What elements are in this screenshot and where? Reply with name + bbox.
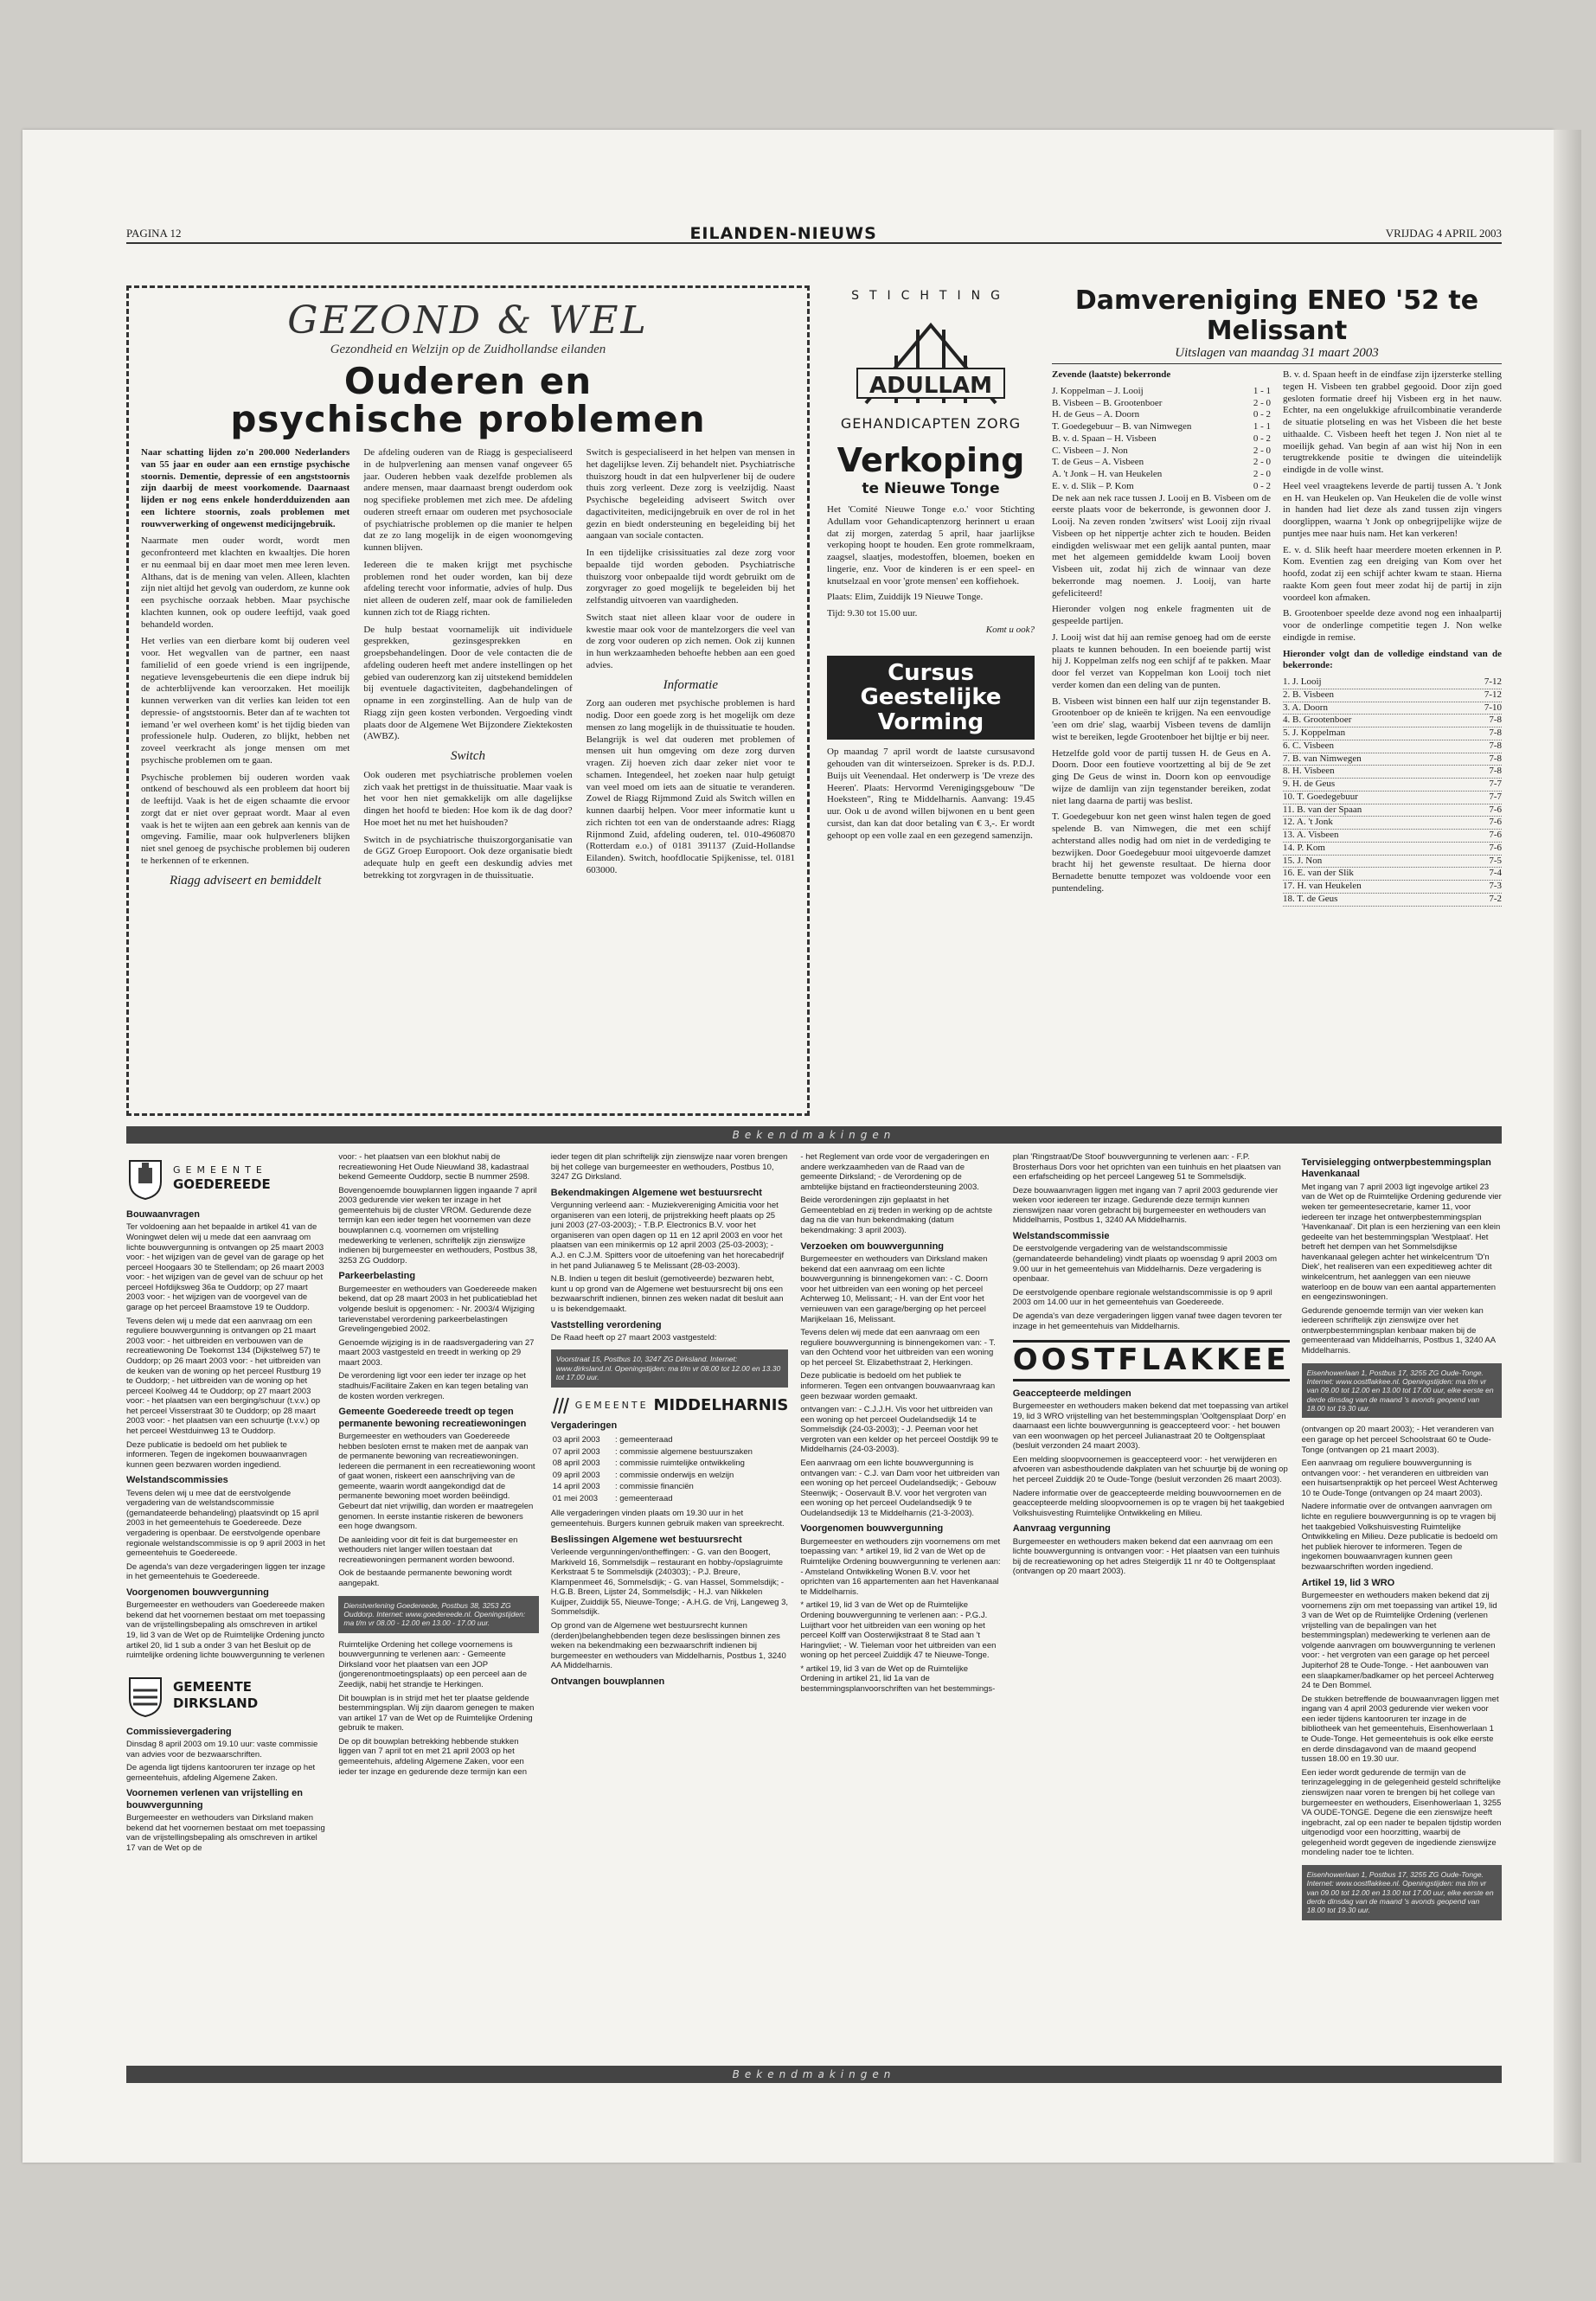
gezond-wel-article	[126, 285, 810, 1116]
municipality-label: GEMEENTE	[574, 1399, 649, 1411]
result-row: H. de Geus – A. Doorn 0 - 2	[1052, 409, 1271, 420]
standings-row: 6. C. Visbeen 7-8	[1283, 740, 1502, 753]
section-heading: Vaststelling verordening	[550, 1319, 662, 1330]
result-row: B. v. d. Spaan – H. Visbeen 0 - 2	[1052, 433, 1271, 444]
section-heading: Parkeerbelasting	[338, 1271, 416, 1282]
signature: Komt u ook?	[985, 624, 1035, 635]
dam-headline: Damvereniging ENEO '52 te Melissant	[1074, 285, 1479, 346]
municipality-name: MIDDELHARNIS	[653, 1395, 789, 1414]
paragraph: Nadere informatie over de ontvangen aanvragen om lichte en reguliere bouwvergunning is op te vragen bij het taakgebied Volkshuisvesting Ruimtelijke Ontwikkeling en Milieu. Deze publicatie is bedoeld om het publiek hierover te informeren. Tegen de ingekomen bouwaanvragen kunnen geen bezwaarschriften worden ingediend.	[1301, 1502, 1498, 1572]
issue-date: VRIJDAG 4 APRIL 2003	[1385, 227, 1502, 240]
paragraph: Ook de bestaande permanente bewoning wordt aangepakt.	[338, 1568, 512, 1589]
paragraph: De op dit bouwplan betrekking hebbende stukken liggen van 7 april tot en met 21 april 2003 op het gemeentehuis, afdeling Algemene Zaken, voor een ieder ter inzage en gedurende deze termijn kan een	[338, 1736, 527, 1777]
headline-line-2: psychische problemen	[230, 398, 706, 441]
standings-title: Hieronder volgt dan de volledige eindstand van de bekerronde:	[1283, 648, 1502, 671]
paragraph: De afdeling ouderen van de Riagg is gespecialiseerd in de hulpverlening aan mensen vanaf ongeveer 65 jaar. Ouderen hebben vaak dezelfde problemen als andere mensen, maar daarnaast brengt ouderdom ook nog specifieke problemen met zich mee. De afdeling ouderen streeft ernaar om ouderen met psychosociale of psychiatrische problemen op die manier te helpen dat ze zo lang mogelijk in de eigen woonomgeving kunnen blijven.	[363, 447, 573, 554]
paragraph: B. Visbeen wist binnen een half uur zijn tegenstander B. Grootenboer op de knieën te krijgen. Na een eenvoudige 'een om drie' slag, waarbij Visbeen tevens de damlijn wist te bereiken, legde Grootenboer het bijltje er bij neer.	[1052, 695, 1271, 742]
verkoping-subtitle: te Nieuwe Tonge	[862, 480, 1000, 497]
verkoping-body	[827, 504, 1035, 637]
result-row: J. Koppelman – J. Looij 1 - 1	[1052, 385, 1271, 396]
paragraph: Genoemde wijziging is in de raadsvergadering van 27 maart 2003 vastgesteld en treedt in werking op 29 maart 2003.	[338, 1337, 535, 1368]
section-heading: Gemeente Goedereede treedt op tegen permanente bewoning recreatiewoningen	[338, 1407, 527, 1429]
standings-row: 15. J. Non 7-5	[1283, 856, 1502, 868]
standings-row: 12. A. 't Jonk 7-6	[1283, 817, 1502, 830]
paragraph: Beide verordeningen zijn geplaatst in het Gemeenteblad en zij treden in werking op de achtste dag na die van hun bekendmaking (datum bekendmaking: 3 april 2003).	[800, 1195, 993, 1236]
masthead: EILANDEN-NIEUWS	[689, 224, 877, 243]
standings-row: 9. H. de Geus 7-7	[1283, 779, 1502, 792]
standings-row: 1. J. Looij 7-12	[1283, 676, 1502, 689]
section-heading: Aanvraag vergunning	[1012, 1523, 1111, 1535]
section-heading: Vergaderingen	[550, 1420, 618, 1431]
newspaper-page	[22, 130, 1554, 2163]
middelharnis-logo-icon	[551, 1396, 570, 1415]
section-heading: Welstandscommissies	[126, 1475, 228, 1486]
paragraph: Dinsdag 8 april 2003 om 19.10 uur: vaste commissie van advies voor de bezwaarschriften.	[126, 1740, 318, 1759]
paragraph: voor: - het plaatsen van een blokhut nabij de recreatiewoning Het Oude Nieuwland 38, kadastraal bekend Gemeente Ouddorp, sectie B nummer 2598.	[338, 1152, 530, 1183]
meeting-row: 01 mei 2003 : gemeenteraad	[552, 1493, 673, 1503]
subheading: Switch	[450, 749, 485, 764]
result-row: B. Visbeen – B. Grootenboer 2 - 0	[1052, 397, 1271, 408]
paragraph: Burgemeester en wethouders maken bekend dat een aanvraag om een lichte bouwvergunning is ontvangen voor: - Het plaatsen van een tuinhuis bij de recreatiewoning op het adres Steigerdijk 11 nr 40 te Ooltgensplaat (ontvangen op 20 maart 2003).	[1012, 1536, 1280, 1577]
bek-column-3	[551, 1152, 789, 2056]
bek-column-6	[1302, 1152, 1502, 2056]
municipality-name: GEMEENTE DIRKSLAND	[173, 1679, 259, 1711]
adullam-column	[827, 285, 1035, 1116]
result-row: C. Visbeen – J. Non 2 - 0	[1052, 445, 1271, 456]
dirksland-crest-icon	[126, 1673, 164, 1718]
middelharnis-header	[551, 1396, 789, 1415]
meeting-row: 09 april 2003 : commissie onderwijs en welzijn	[552, 1470, 734, 1480]
section-heading: Artikel 19, lid 3 WRO	[1301, 1577, 1395, 1588]
bek-column-2	[338, 1152, 538, 2056]
paragraph: Hieronder volgen nog enkele fragmenten uit de gespeelde partijen.	[1052, 604, 1271, 626]
paragraph: Heel veel vraagtekens leverde de partij tussen A. 't Jonk en H. van Heukelen op. Van Heukelen die de volle winst in handen had liet deze als zand tussen zijn vingers doorglippen, waarna 't Jonk op onbegrijpelijke wijze de puntjes mee naar huis nam. Het kan verkeren!	[1283, 480, 1502, 539]
bekendmakingen-section	[126, 1152, 1502, 2056]
paragraph: Burgemeester en wethouders maken bekend dat zij voornemens zijn om met toepassing van artikel 19, lid 3 van de Wet op de Ruimtelijke Ordening (verlenen vrijstelling van de bepalingen van het bestemmingsplan) medewerking te verlenen aan de volgende aanvragen om bouwvergunning te verlenen voor: - het vergroten van een garage op het perceel Jupiterhof 28 te Oude-Tonge. - Het aanbouwen van een slaapkamer/badkamer op het perceel Achterweg 24 te Den Bommel.	[1301, 1590, 1497, 1691]
paragraph: De stukken betreffende de bouwaanvragen liggen met ingang van 4 april 2003 gedurende vier weken voor een ieder tijdens kantooruren ter inzage in de bibliotheek van het gemeentehuis, Eisenhowerlaan 1 te Oude-Tonge. Het gemeentehuis is ook elke eerste en derde dinsdagavond van de maand geopend tussen 18.00 en 19.30 uur.	[1301, 1694, 1499, 1765]
paragraph: Ruimtelijke Ordening het college voornemens is bouwvergunning te verlenen aan: - Gemeente Dirksland voor het plaatsen van een JOP (jongerenontmoetingsplaats) op een perceel aan de Zeedijk, nabij het strandje te Herkingen.	[338, 1639, 527, 1689]
paragraph: * artikel 19, lid 3 van de Wet op de Ruimtelijke Ordening in artikel 21, lid 1a van de bestemmingsplanvoorschriften van het bestemmings-	[800, 1663, 996, 1694]
paragraph: T. Goedegebuur kon net geen winst halen tegen de goed spelende B. van Nimwegen, die met een schijf achterstand alles nodig had om niet in de verdediging te bezwijken. Door Goedegebuur mooi uitgevoerde damzet bracht hij het gewenste resultaat. De hierna door Bernadette benutte tempozet was voldoende voor een puntendeling.	[1052, 811, 1271, 894]
paragraph: De Raad heeft op 27 maart 2003 vastgesteld:	[550, 1332, 717, 1343]
standings-row: 14. P. Kom 7-6	[1283, 843, 1502, 856]
paragraph: Burgemeester en wethouders van Dirksland maken bekend dat het voornemen bestaat om met toepassing van de vrijstellingsbepaling als omschreven in artikel 17 van de Wet op de	[126, 1813, 325, 1854]
article-lead: Naar schatting lijden zo'n 200.000 Nederlanders van 55 jaar en ouder aan een ernstige psychische stoornis. Dementie, depressie of een angststoornis zijn daarbij de meest voorkomende. Daarnaast lijden er nog eens enkele honderdduizenden aan een lichtere stoornis, zoals problemen met rouwverwerking of ongewenst medicijngebruik.	[141, 447, 350, 529]
dam-subtitle: Uitslagen van maandag 31 maart 2003	[1052, 346, 1502, 364]
paragraph: Vergunning verleend aan: - Muziekvereniging Amicitia voor het organiseren van een loterij, de prijstrekking heeft plaats op 25 juni 2003 (27-03-2003); - T.B.P. Electronics B.V. voor het organiseren van open dagen op 11 en 12 april 2003 en voor het plaatsen van een minikermis op 12 april 2003 (25-03-2003); - A.J. en C.J.M. Spitters voor de uitoefening van het horecabedrijf in het pand Julianaweg 5 te Melissant (28-03-2003).	[550, 1201, 785, 1271]
paragraph: Tevens delen wij u mee dat de eerstvolgende vergadering van de welstandscommissie (gemandateerde behandeling) plaatsvindt op 15 april 2003 in het gemeentehuis te Goedereede. Deze vergadering is openbaar. De eerstvolgende openbare regionale welstandscommissie is op 9 april 2003 in het gemeentehuis te Goedereede.	[126, 1488, 325, 1559]
paragraph: plan 'Ringstraat/De Stoof' bouwvergunning te verlenen aan: - F.P. Brosterhaus Dors voor het oprichten van een tuinhuis en het plaatsen van een erfafscheiding op het perceel Langeweg 51 te Sommelsdijk.	[1012, 1152, 1281, 1183]
standings-row: 8. H. Visbeen 7-8	[1283, 766, 1502, 779]
paragraph: Bovengenoemde bouwplannen liggen ingaande 7 april 2003 gedurende vier weken ter inzage in het gemeentehuis bij de cluster VROM. Gedurende deze termijn kan een ieder tegen het voornemen van deze bouwplannen c.q. voornemen om vrijstelling medewerking te verlenen, schriftelijk zijn zienswijze indienen bij burgemeester en wethouders, Postbus 38, 3253 ZG Ouddorp.	[338, 1185, 538, 1266]
results-list	[1052, 386, 1271, 493]
contact-infobox: Eisenhowerlaan 1, Postbus 17, 3255 ZG Oude-Tonge. Internet: www.oostflakkee.nl. Openingstijden: ma t/m vr van 09.00 tot 12.00 en 13.00 tot 17.00 uur, elke eerste en derde dinsdag van de maand 's avonds geopend van 18.00 tot 19.30 uur.	[1302, 1865, 1502, 1920]
paragraph: Het verlies van een dierbare komt bij ouderen veel voor. Het wegvallen van de partner, een naast familielid of een goede vriend is een ingrijpende, negatieve levensgebeurtenis die een diepe indruk bij de achterblijvende kan veroorzaken. Het moeilijk kunnen verwerken van dit verlies kan leiden tot een depressie- of angststoornis. Beter dan af te wachten tot iemand 'er wel overheen komt' is het tijdig bieden van professionele hulp. Ouderen, zo blijkt, hebben net zoveel veerkracht als jonge mensen om met psychische problemen om te gaan.	[141, 636, 350, 766]
standings-row: 11. B. van der Spaan 7-6	[1283, 804, 1502, 817]
article-headline	[141, 362, 795, 439]
rubric-title: GEZOND & WEL	[287, 298, 649, 343]
section-heading: Ontvangen bouwplannen	[550, 1676, 665, 1687]
contact-infobox: Dienstverlening Goedereede, Postbus 38, 3253 ZG Ouddorp. Internet: www.goedereede.nl. Openingstijden: ma t/m vr 08.00 - 12.00 en 13.00 - 17.00 uur.	[338, 1596, 538, 1633]
paragraph: Burgemeester en wethouders van Dirksland maken bekend dat een aanvraag om een lichte bouwvergunning is binnengekomen van: - C. Doorn voor het uitbreiden van een woning op het perceel Achterweg 10, Melissant; - H. van der Ent voor het vernieuwen van een garage/berging op het perceel Marijkelaan 16, Melissant.	[800, 1254, 988, 1324]
paragraph: De hulp bestaat voornamelijk uit individuele gesprekken, gezinsgesprekken en groepsbehandelingen. Door de vele contacten die de afdeling ouderen heeft met andere instellingen op het gebied van ouderenzorg kan zij uitstekend bemiddelen bij eventuele dagactiviteiten, dagbehandelingen of opname in een zorginstelling. Aan de hulp van de Riagg zijn geen kosten verbonden. Vergoeding vindt plaats door de Algemene Wet Bijzondere Ziektekosten (AWBZ).	[363, 624, 573, 742]
paragraph: Tevens delen wij mede dat een aanvraag om een reguliere bouwvergunning is binnengekomen van: - T. van den Ochtend voor het uitbreiden van een woning op het perceel St. Elizabethstraat 2, Herkingen.	[800, 1328, 996, 1368]
meeting-row: 03 april 2003 : gemeenteraad	[552, 1434, 673, 1445]
paragraph: Verleende vergunningen/ontheffingen: - G. van den Boogert, Markiveld 16, Sommelsdijk – restaurant en hobby-/opslagruimte Kerkstraat 5 te Sommelsdijk (240303); - P.J. Breure, Klampenmeet 46, Sommelsdijk; - G. van Hassel, Sommelsdijk; - H.G.B. Breen, Lijster 24, Sommelsdijk; - H.J. van Nikkelen Kuijper, Zuiddijk 55, Nieuwe-Tonge; - A.H.G. de Vrij, Langeweg 3, Sommelsdijk.	[550, 1548, 789, 1618]
bek-column-1	[126, 1152, 326, 2056]
section-heading: Commissievergadering	[126, 1726, 232, 1737]
goedereede-crest-icon	[126, 1156, 164, 1201]
paragraph: B. v. d. Spaan heeft in de eindfase zijn ijzersterke stelling tegen H. Visbeen ten grabbel gegooid. Door zijn goed gesloten formatie dreef hij Visbeen erg in het nauw. Echter, na een ongelukkige afruilcombinatie veranderde de situatie plotseling en was het Visbeen die het beste uithaalde. C. Visbeen heeft het tegen J. Non niet al te moeilijk gehad. Van begin af aan wist hij Non in een terugtrekkende positie te dwingen die uiteindelijk eindigde in de volle winst.	[1283, 369, 1502, 475]
damvereniging-article	[1052, 285, 1502, 1116]
standings-row: 13. A. Visbeen 7-6	[1283, 830, 1502, 843]
standings-row: 7. B. van Nimwegen 7-8	[1283, 753, 1502, 766]
headline-line-1: Ouderen en	[343, 360, 593, 402]
standings-row: 3. A. Doorn 7-10	[1283, 702, 1502, 715]
stichting-label: STICHTING	[851, 289, 1010, 303]
paragraph: Op maandag 7 april wordt de laatste cursusavond gehouden van dit winterseizoen. Spreker is ds. P.D.J. Buijs uit Veenendaal. Het onderwerp is 'De vreze des Heeren'. Plaats: Hervormd Verenigingsgebouw "De Hoeksteen", Ring te Middelharnis. Aanvang: 19.45 uur. Ook u de avond willen bijwonen en u bent geen cursist, dan kan dat door betaling van € 3,-. Er wordt gehoopt op een volle zaal en een gezegend samenzijn.	[827, 747, 1035, 841]
dirksland-header	[126, 1673, 326, 1718]
paragraph: - het Reglement van orde voor de vergaderingen en andere werkzaamheden van de Raad van de gemeente Dirksland; - de Verordening op de ambtelijke bijstand en fractieondersteuning 2003.	[800, 1152, 990, 1192]
paragraph: N.B. Indien u tegen dit besluit (gemotiveerde) bezwaren hebt, kunt u op grond van de Algemene wet bestuursrecht bij ons een bezwaarschrift indienen, binnen zes weken nadat dit besluit aan u is bekendgemaakt.	[550, 1274, 784, 1314]
meeting-row: 08 april 2003 : commissie ruimtelijke ontwikkeling	[552, 1458, 745, 1469]
paragraph: De agenda's van deze vergaderingen liggen ter inzage in het gemeentehuis te Goedereede.	[126, 1561, 325, 1582]
next-page-edge	[1554, 130, 1581, 2163]
municipality-name: GEMEENTE GOEDEREEDE	[173, 1164, 271, 1192]
paragraph: Burgemeester en wethouders maken bekend dat met toepassing van artikel 19, lid 3 WRO vrijstelling van het bestemmingsplan 'Ooltgensplaat Dorp' en daarnaast een lichte bouwvergunning is geaccepteerd voor: - het bouwen van een woonwagen op het perceel Julianastraat 20 te Ooltgensplaat (besluit verzonden 24 maart 2003).	[1012, 1400, 1289, 1452]
paragraph: Switch is gespecialiseerd in het helpen van mensen in het dagelijkse leven. Zij behandelt niet. Psychiatrische thuiszorg houdt in dat een hulpverlener bij de oudere thuis zorg verleent. Deze zorg is veelzijdig. Naast Psychische begeleiding adviseert Switch over dagactiviteiten, medicijngebruik en over de rol in het gezin en biedt ondersteuning en begeleiding bij het aangaan van sociale contacten.	[586, 447, 795, 542]
paragraph: De agenda ligt tijdens kantooruren ter inzage op het gemeentehuis, afdeling Algemene Zaken.	[126, 1763, 316, 1783]
section-heading: Tervisielegging ontwerpbestemmingsplan Havenkanaal	[1301, 1157, 1491, 1180]
paragraph: ontvangen van: - C.J.J.H. Vis voor het uitbreiden van een woning op het perceel Oudelandsedijk 14 te Sommelsdijk (24-03-2003); - J. Peeman voor het vergroten van een kelder op het perceel Oostdijk 99 te Middelharnis (24-03-2003).	[800, 1405, 999, 1455]
paragraph: Ter voldoening aan het bepaalde in artikel 41 van de Woningwet delen wij u mede dat een aanvraag om lichte bouwvergunning is ontvangen op 25 maart 2003 voor: - het wijzigen van de gevel van de garage op het perceel Hoogaars 30 te Stellendam; op 26 maart 2003 voor: - het wijzigen van de gevel van de schuur op het perceel Hofdijksweg 36a te Ouddorp; op 27 maart 2003 voor: - het wijzigen van de voorgevel van de garage op het perceel Braamstove 19 te Ouddorp.	[126, 1222, 324, 1313]
paragraph: Deze publicatie is bedoeld om het publiek te informeren. Tegen de ingekomen bouwaanvragen kunnen geen bezwaren worden ingediend.	[126, 1439, 307, 1470]
result-row: E. v. d. Slik – P. Kom 0 - 2	[1052, 480, 1271, 491]
paragraph: De aanleiding voor dit feit is dat burgemeester en wethouders niet langer willen toestaan dat recreatiewoningen permanent worden bewoond.	[338, 1535, 518, 1565]
paragraph: (ontvangen op 20 maart 2003); - Het veranderen van een garage op het perceel Schoolstraat 60 te Oude-Tonge (ontvangen op 21 maart 2003).	[1301, 1425, 1494, 1455]
paragraph: Switch in de psychiatrische thuiszorgorganisatie van de GGZ Groep Europoort. Ook deze organisatie biedt adequate hulp en geeft een deskundig advies met betrekking tot zorgvragen in de thuissituatie.	[363, 834, 573, 881]
cursus-headline: Cursus Geestelijke Vorming	[827, 656, 1035, 740]
paragraph: Psychische problemen bij ouderen worden vaak ontkend of beschouwd als een probleem dat hoort bij de leeftijd. Vaak is het de eigen schaamte die ervoor zorgt dat er niet over gepraat wordt. Maar al even vaak is het te wijten aan een gebrek aan kennis van de omgeving. Familie, maar ook hulpverleners blijken niet snel genoeg de psychische problemen bij ouderen te herkennen of te erkennen.	[141, 772, 350, 866]
logo-subtitle: GEHANDICAPTEN ZORG	[840, 415, 1022, 432]
adullam-logo-icon	[849, 308, 1013, 412]
paragraph: Op grond van de Algemene wet bestuursrecht kunnen (derden)belanghebbenden tegen deze beslissingen binnen zes weken na bekendmaking een bezwaarschrift indienen bij burgemeester en wethouders van Middelharnis, Postbus 1, 3240 AA Middelharnis.	[550, 1621, 786, 1671]
standings-row: 10. T. Goedegebuur 7-7	[1283, 792, 1502, 804]
paragraph: Zorg aan ouderen met psychische problemen is hard nodig. Door een goede zorg is het mogelijk om deze mensen zo lang mogelijk in de thuissituatie te houden. Belangrijk is wel dat ouderen met problemen of mensen uit hun omgeving om deze zorg durven vragen. Zij hoeven zich daar zeker niet voor te schamen. Integendeel, het zoeken naar hulp getuigt van veel moed om iets aan de situatie te veranderen. Zowel de Riagg Rijmmond Zuid als Switch willen en kunnen daarbij helpen. Voor meer informatie kunt u zich richten tot een van de onderstaande adres: Riagg Rijnmond Zuid, afdeling ouderen, tel. 010-4960870 (Rotterdam e.o.) of 0181 391137 (Zuid-Hollandse Eilanden). Switch, hoofdlocatie Spijkenisse, tel. 0181 603000.	[586, 698, 795, 875]
section-heading: Voornemen verlenen van vrijstelling en bouwvergunning	[126, 1788, 303, 1811]
section-heading: Welstandscommissie	[1012, 1231, 1110, 1242]
verkoping-headline: Verkoping	[836, 441, 1025, 479]
goedereede-header	[126, 1156, 326, 1201]
subheading: Riagg adviseert en bemiddelt	[169, 873, 322, 888]
bek-column-4	[800, 1152, 1000, 2056]
paragraph: Plaats: Elim, Zuiddijk 19 Nieuwe Tonge.	[827, 592, 984, 603]
paragraph: Iedereen die te maken krijgt met psychische problemen rond het ouder worden, kan bij deze afdeling terecht voor informatie, advies of hulp. Dus niet alleen de ouderen zelf, maar ook de familieleden kunnen zich tot de Riagg richten.	[363, 559, 573, 618]
result-row: T. de Geus – A. Visbeen 2 - 0	[1052, 457, 1271, 468]
result-row: A. 't Jonk – H. van Heukelen 2 - 0	[1052, 469, 1271, 479]
article-body	[141, 447, 795, 888]
paragraph: Tevens delen wij u mede dat een aanvraag om een reguliere bouwvergunning is ontvangen op 21 maart 2003 voor: - het uitbreiden en verbouwen van de recreatiewoning De Toekomst 134 (Dijkstelweg 57) te Ouddorp; op 26 maart 2003 voor: - het uitbreiden van de keuken van de woning op het perceel Rustburg 19 te Ouddorp; - het uitbreiden van de woning op het perceel Koolweg 44 te Ouddorp; op 27 maart 2003 voor: - het plaatsen van een berging/schuur (t.v.v.) op het perceel Visserstraat 30 te Ouddorp; op 28 maart 2003 voor: - het plaatsen van een schuurtje (t.v.v.) op het perceel Westduinweg 13 te Ouddorp.	[126, 1316, 321, 1436]
meeting-row: 07 april 2003 : commissie algemene bestuurszaken	[552, 1446, 753, 1457]
meetings-table	[551, 1433, 789, 1505]
paragraph: De eerstvolgende vergadering van de welstandscommissie (gemandateerde behandeling) vindt plaats op woensdag 9 april 2003 om 9.00 uur in het gemeentehuis van Middelharnis. Deze vergadering is openbaar.	[1012, 1244, 1278, 1285]
paragraph: B. Grootenboer speelde deze avond nog een inhaalpartij voor de onderlinge competitie tegen J. Non welke eindigde in remise.	[1283, 608, 1502, 643]
paragraph: Een aanvraag om reguliere bouwvergunning is ontvangen voor: - het veranderen en uitbreiden van een huisartsenpraktijk op het perceel West Achterweg 10 te Oude-Tonge (ontvangen op 24 maart 2003).	[1301, 1458, 1497, 1498]
paragraph: Een melding sloopvoornemen is geaccepteerd voor: - het verwijderen en afvoeren van asbesthoudende dakplaten van het schuurtje bij de woning op het perceel Zuiddijk 20 te Oude-Tonge (besluit verzonden 26 maart 2003).	[1012, 1454, 1288, 1484]
contact-infobox: Eisenhowerlaan 1, Postbus 17, 3255 ZG Oude-Tonge. Internet: www.oostflakkee.nl. Openingstijden: ma t/m vr van 09.00 tot 12.00 en 13.00 tot 17.00 uur, elke eerste en derde dinsdag van de maand 's avonds geopend van 18.00 tot 19.30 uur.	[1302, 1363, 1502, 1419]
bekendmakingen-band-top: Bekendmakingen	[126, 1126, 1502, 1144]
page-header	[126, 225, 1502, 244]
paragraph: ieder tegen dit plan schriftelijk zijn zienswijze naar voren brengen bij het college van burgemeester en wethouders, Postbus 10, 3247 ZG Dirksland.	[550, 1152, 788, 1183]
oostflakkee-logo: OOSTFLAKKEE	[1013, 1340, 1290, 1381]
cursus-body	[827, 747, 1035, 842]
section-heading: Bouwaanvragen	[126, 1209, 200, 1220]
top-section	[126, 285, 1502, 1116]
paragraph: Naarmate men ouder wordt, wordt men geconfronteerd met klachten en kwaaltjes. Die horen er nu eenmaal bij en daar moet men mee leren leven. Althans, dat is de mening van velen. Alleen, klachten zijn niet altijd het gevolg van ouderdom, ze kunne ook een psychische oorzaak hebben. Maar psychische klachten kunnen, ook op oudere leeftijd, vaak goed behandeld worden.	[141, 535, 350, 630]
paragraph: In een tijdelijke crisissituaties zal deze zorg voor bepaalde tijd worden geboden. Psychiatrische thuiszorg voor onbepaalde tijd wordt gebruikt om de zorgvrager zo goed mogelijk te begeleiden bij het zelfstandig uitvoeren van vaardigheden.	[586, 548, 795, 606]
paragraph: Deze bouwaanvragen liggen met ingang van 7 april 2003 gedurende vier weken voor iedereen ter inzage. Gedurende deze termijn kunnen zienswijzen naar voren gebracht bij burgemeester en wethouders van Middelharnis, Postbus 1, 3240 AA Middelharnis.	[1012, 1185, 1279, 1226]
section-heading: Verzoeken om bouwvergunning	[800, 1240, 945, 1252]
paragraph: De agenda's van deze vergaderingen liggen vanaf twee dagen tevoren ter inzage in het gemeentehuis van Middelharnis.	[1012, 1311, 1283, 1331]
standings-row: 16. E. van der Slik 7-4	[1283, 868, 1502, 881]
paragraph: E. v. d. Slik heeft haar meerdere moeten erkennen in P. Kom. Eventien zag een dreiging van Kom over het hoofd, zodat zij een schijf achter kwam te staan. Hierna raakte Kom geen fout meer zodat hij de partij in zijn voordeel kon afmaken.	[1283, 544, 1502, 603]
standings-row: 18. T. de Geus 7-2	[1283, 894, 1502, 907]
paragraph: Burgemeester en wethouders van Goedereede maken bekend, dat op 28 maart 2003 in het publicatieblad het volgende besluit is opgenomen: - Nr. 2003/4 Wijziging tarievenstabel verordening parkeerbelastingen Grevelingengebied 2002.	[338, 1284, 537, 1335]
paragraph: Gedurende genoemde termijn van vier weken kan iedereen schriftelijk zijn zienswijze over het ontwerpbestemmingsplan kenbaar maken bij de gemeenteraad van Middelharnis, Postbus 1, 3240 AA Middelharnis.	[1301, 1305, 1496, 1356]
paragraph: Switch staat niet alleen klaar voor de oudere in kwestie maar ook voor de mantelzorgers die veel van de zorg voor ouderen op zich nemen. Ook zij kunnen in hun werkzaamheden behoefte hebben aan een goed advies.	[586, 612, 795, 670]
paragraph: Nadere informatie over de geaccepteerde melding bouwvoornemen en de geaccepteerde melding sloopvoornemen is op te vragen bij het taakgebied Volkshuisvesting Ruimtelijke Ontwikkeling en Milieu.	[1012, 1488, 1285, 1518]
paragraph: Burgemeester en wethouders zijn voornemens om met toepassing van: * artikel 19, lid 2 van de Wet op de Ruimtelijke Ordening bouwvergunning te verlenen aan: - Amsteland Ontwikkeling Wonen B.V. voor het oprichten van 16 appartementen aan het Havenkanaal te Middelharnis.	[800, 1536, 1001, 1597]
paragraph: De verordening ligt voor een ieder ter inzage op het stadhuis/Facilitaire Zaken en kan tegen betaling van de kosten worden verkregen.	[338, 1371, 529, 1401]
paragraph: De eerstvolgende openbare regionale welstandscommissie is op 9 april 2003 om 14.00 uur in het gemeentehuis van Goedereede.	[1012, 1287, 1272, 1308]
rubric-subtitle: Gezondheid en Welzijn op de Zuidhollandse eilanden	[330, 343, 606, 356]
paragraph: Deze publicatie is bedoeld om het publiek te informeren. Tegen een ontvangen bouwaanvraag kan geen bezwaar worden gemaakt.	[800, 1371, 996, 1401]
standings-row: 17. H. van Heukelen 7-3	[1283, 881, 1502, 894]
page-number: PAGINA 12	[126, 227, 182, 240]
standings-row: 4. B. Grootenboer 7-8	[1283, 715, 1502, 727]
standings-table	[1283, 676, 1502, 907]
svg-text:ADULLAM: ADULLAM	[869, 373, 992, 399]
section-heading: Voorgenomen bouwvergunning	[126, 1586, 269, 1598]
dam-body	[1052, 369, 1502, 907]
paragraph: * artikel 19, lid 3 van de Wet op de Ruimtelijke Ordening bouwvergunning te verlenen aan: - P.G.J. Luijthart voor het uitbreiden van een woning op het perceel Kolff van Oosterwijkstraat 8 te Stad aan 't Haringvliet; - W. Tieleman voor het uitbreiden van een woning op het perceel Zuiddijk 47 te Nieuwe-Tonge.	[800, 1600, 997, 1661]
bek-column-5	[1013, 1152, 1290, 2056]
standings-row: 5. J. Koppelman 7-8	[1283, 727, 1502, 740]
paragraph: Ook ouderen met psychiatrische problemen voelen zich vaak het prettigst in de thuissituatie. Maar vaak is het voor hen niet gemakkelijk om alle dagelijkse dingen het hoofd te bieden: Hoe kom ik de dag door? Hoe moet het nu met het huishouden?	[363, 769, 573, 828]
section-heading: Geaccepteerde meldingen	[1012, 1388, 1131, 1399]
meeting-row: 14 april 2003 : commissie financiën	[552, 1482, 694, 1492]
bekendmakingen-band-bottom: Bekendmakingen	[126, 2066, 1502, 2083]
paragraph: Het 'Comité Nieuwe Tonge e.o.' voor Stichting Adullam voor Gehandicaptenzorg herinnert u eraan dat zij morgen, zaterdag 5 april, haar jaarlijkse verkoping hoopt te houden. Een grote rommelkraam, zaagsel, slaatjes, modestoffen, bloemen, boeken en lingerie, enz. Voor de kinderen is er een speel- en knutselzaal en voor 'grote mensen' een koffiehoek.	[827, 504, 1035, 586]
contact-infobox: Voorstraat 15, Postbus 10, 3247 ZG Dirksland. Internet: www.dirksland.nl. Openingstijden: ma t/m vr 08.00 tot 12.00 en 13.30 tot 17.00 uur.	[551, 1349, 789, 1387]
paragraph: Een ieder wordt gedurende de termijn van de terinzagelegging in de gelegenheid gesteld schriftelijke zienswijzen naar voren te brengen bij het college van burgemeester en wethouders, Eisenhowerlaan 1, 3255 VA OUDE-TONGE. Degene die een zienswijze heeft ingebracht, zal op een nader te bepalen tijdstip worden uitgenodigd voor een hoorzitting, waarbij de gelegenheid wordt gegeven de ingediende zienswijze mondeling nader toe te lichten.	[1301, 1767, 1502, 1858]
subheading: Informatie	[663, 677, 718, 692]
paragraph: Hetzelfde gold voor de partij tussen H. de Geus en A. Doorn. Door een foutieve voortzetting al bij de 9e zet ging De Geus de winst in. Doorn kon op eenvoudige wijze de damlijn van zijn tegenstander bereiken, zodat niet lang daarna de partij was beslist.	[1052, 747, 1271, 806]
paragraph: Een aanvraag om een lichte bouwvergunning is ontvangen van: - C.J. van Dam voor het uitbreiden van een woning op het perceel Oudelandsedijk; - Gebouw Steenwijk; - Ooservault B.V. voor het vergroten van een woning op het perceel Oudelandsedijk 9 te Oudelandsedijk 13 te Middelharnis (21-3-2003).	[800, 1458, 1000, 1518]
paragraph: Alle vergaderingen vinden plaats om 19.30 uur in het gemeentehuis. Burgers kunnen gebruik maken van spreekrecht.	[550, 1509, 785, 1529]
section-heading: Beslissingen Algemene wet bestuursrecht	[550, 1534, 742, 1545]
paragraph: De nek aan nek race tussen J. Looij en B. Visbeen om de eerste plaats voor de bekerronde, is gewonnen door J. Looij. Na zeven ronden 'zwitsers' wist Looij zijn rivaal Visbeen op het nippertje achter zich te houden. Beiden eindigden weliswaar met een gelijk aantal punten, maar met het algemeen gemiddelde kwam Looij boven Visbeen uit, zodat hij zich de winnaar van deze bekerronde mag noemen. J. Looij, van harte gefeliciteerd!	[1052, 492, 1271, 599]
paragraph: Burgemeester en wethouders van Goedereede maken bekend dat het voornemen bestaat om met toepassing van de vrijstellingsbepaling als omschreven in artikel 19, lid 3 van de Wet op de Ruimtelijke Ordening juncto artikel 20, lid 1 sub a onder 3 van het Besluit op de ruimtelijke ordening lichte bouwvergunning te verlenen	[126, 1600, 325, 1661]
result-row: T. Goedegebuur – B. van Nimwegen 1 - 1	[1052, 421, 1271, 432]
paragraph: J. Looij wist dat hij aan remise genoeg had om de eerste plaats te kunnen behouden. In een boeiende partij wist hij J. Koppelman zelfs nog een schijf af te pakken. Maar door fel verzet van Koppelman kon Looij toch niet verder komen dan een deling van de punten.	[1052, 631, 1271, 690]
section-heading: Voorgenomen bouwvergunning	[800, 1523, 944, 1535]
paragraph: Burgemeester en wethouders van Goedereede hebben besloten ernst te maken met de aanpak van de permanente bewoning van recreatiewoningen. Iedereen die permanent in een recreatiewoning woont of gaat wonen, riskeert een aanschrijving van de gemeente, waarin wordt aangekondigd dat de permanente bewoning moet worden beëindigd. Gebeurt dat niet vrijwillig, dan worden er maatregelen genomen. In eerste instantie riskeren de bewoners een hoge dwangsom.	[338, 1431, 535, 1532]
paragraph: Tijd: 9.30 tot 15.00 uur.	[827, 608, 918, 619]
paragraph: Dit bouwplan is in strijd met het ter plaatse geldende bestemmingsplan. Wij zijn daarom genegen te maken van artikel 17 van de Wet op de Ruimtelijke Ordening gebruik te maken.	[338, 1693, 535, 1734]
paragraph: Met ingang van 7 april 2003 ligt ingevolge artikel 23 van de Wet op de Ruimtelijke Ordening gedurende vier weken ter gemeentesecretarie, kamer 11, voor iedereen ter inzage het ontwerpbestemmingsplan 'Havenkanaal'. Dit plan is een herziening van een klein gedeelte van het bestemmingsplan 'Westplaat'. Het betreft het dempen van het Sommelsdijkse havenkanaal gelegen achter het winkelcentrum 'D'n Diek', het realiseren van een expeditieweg achter dit winkelcentrum, het aanleggen van een nieuwe waterloop en de bouw van een aantal appartementen en eengezinswoningen.	[1301, 1182, 1502, 1303]
section-heading: Bekendmakingen Algemene wet bestuursrecht	[550, 1187, 762, 1198]
standings-row: 2. B. Visbeen 7-12	[1283, 689, 1502, 702]
results-title: Zevende (laatste) bekerronde	[1052, 369, 1171, 380]
